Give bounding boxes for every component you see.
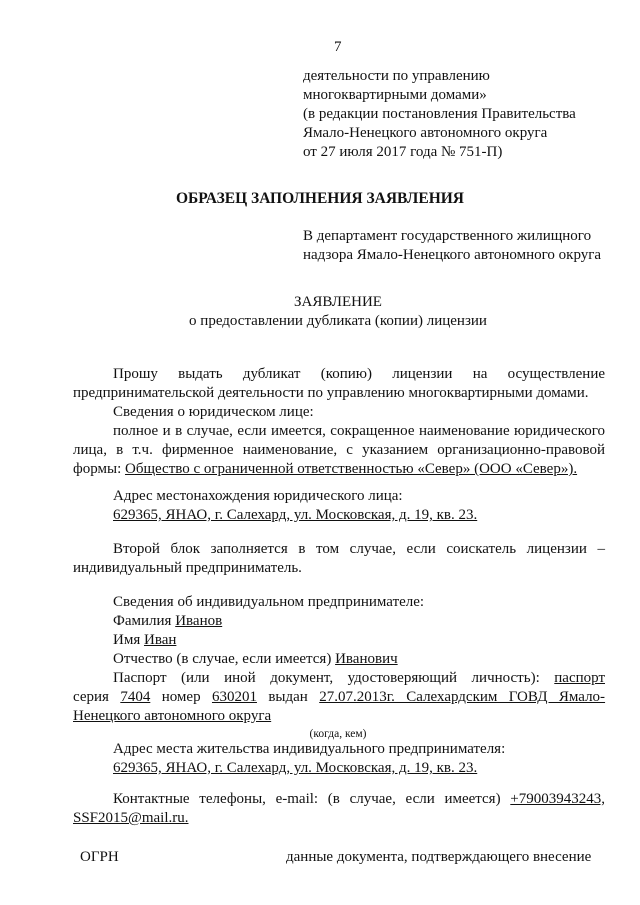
contacts-phone: +79003943243,	[510, 791, 606, 807]
request-line-1: Прошу выдать дубликат (копию) лицензии на осуществление	[113, 366, 605, 382]
application-title: ЗАЯВЛЕНИЕ	[294, 294, 382, 310]
addressee-line-2: надзора Ямало-Ненецкого автономного округа	[303, 247, 602, 263]
header-note-line-1: деятельности по управлению	[303, 68, 490, 84]
residence-value: 629365, ЯНАО, г. Салехард, ул. Московская, д. 19, кв. 23.	[113, 760, 478, 776]
header-note-line-5: от 27 июля 2017 года № 751-П)	[303, 144, 503, 160]
issued-value-line-1: 27.07.2013г. Салехардским ГОВД Ямало-	[319, 689, 606, 705]
passport-row	[113, 669, 605, 687]
legal-entity-heading: Сведения о юридическом лице:	[113, 404, 314, 420]
surname-row	[113, 612, 222, 630]
number-value: 630201	[211, 689, 257, 705]
legal-address-label: Адрес местонахождения юридического лица:	[113, 488, 403, 504]
patronymic-row	[113, 650, 398, 668]
patronymic-value: Иванович	[335, 651, 398, 667]
header-note-line-4: Ямало-Ненецкого автономного округа	[303, 125, 548, 141]
individual-heading: Сведения об индивидуальном предпринимателе:	[113, 594, 425, 610]
passport-type: паспорт	[554, 670, 605, 686]
surname-value: Иванов	[175, 613, 223, 629]
passport-label: Паспорт (или иной документ, удостоверяющий личность):	[113, 670, 540, 686]
legal-address-value: 629365, ЯНАО, г. Салехард, ул. Московская, д. 19, кв. 23.	[113, 507, 478, 523]
surname-label: Фамилия	[113, 613, 172, 629]
name-label: Имя	[113, 632, 141, 648]
application-subtitle: о предоставлении дубликата (копии) лицензии	[189, 313, 487, 329]
header-note-line-3: (в редакции постановления Правительства	[303, 106, 576, 122]
sample-title: ОБРАЗЕЦ ЗАПОЛНЕНИЯ ЗАЯВЛЕНИЯ	[175, 190, 464, 207]
series-value: 7404	[120, 689, 151, 705]
request-line-2: предпринимательской деятельности по управлению многоквартирными домами.	[73, 385, 589, 401]
contacts-email: SSF2015@mail.ru.	[73, 810, 189, 826]
issued-caption: (когда, кем)	[309, 728, 367, 740]
header-note-line-2: многоквартирными домами»	[303, 87, 487, 103]
second-block-note-line-2: индивидуальный предприниматель.	[73, 560, 302, 576]
series-label: серия	[73, 689, 109, 705]
legal-entity-name-line-2: лица, в т.ч. фирменное наименование, с указанием организационно-правовой	[73, 442, 605, 458]
patronymic-label: Отчество (в случае, если имеется)	[113, 651, 332, 667]
name-value: Иван	[143, 632, 177, 648]
legal-entity-name-line-3	[73, 460, 577, 478]
legal-entity-name-line-1: полное и в случае, если имеется, сокращенное наименование юридического	[113, 423, 605, 439]
number-label: номер	[161, 689, 201, 705]
legal-entity-form-label: формы:	[73, 461, 122, 477]
contacts-label: Контактные телефоны, e-mail: (в случае, если имеется)	[113, 791, 501, 807]
contacts-row	[113, 790, 605, 808]
passport-details-row	[73, 688, 605, 706]
residence-label: Адрес места жительства индивидуального предпринимателя:	[113, 741, 506, 757]
page-number: 7	[334, 39, 342, 55]
legal-entity-name-value: Общество с ограниченной ответственностью «Север» (ООО «Север»).	[124, 461, 578, 477]
record-document-label: данные документа, подтверждающего внесение	[286, 849, 592, 865]
ogrn-label: ОГРН	[80, 849, 119, 865]
issued-value-line-2: Ненецкого автономного округа	[73, 708, 272, 724]
second-block-note-line-1: Второй блок заполняется в том случае, если соискатель лицензии –	[113, 541, 605, 557]
addressee-line-1: В департамент государственного жилищного	[303, 228, 592, 244]
name-row	[113, 631, 176, 649]
issued-label: выдан	[268, 689, 308, 705]
